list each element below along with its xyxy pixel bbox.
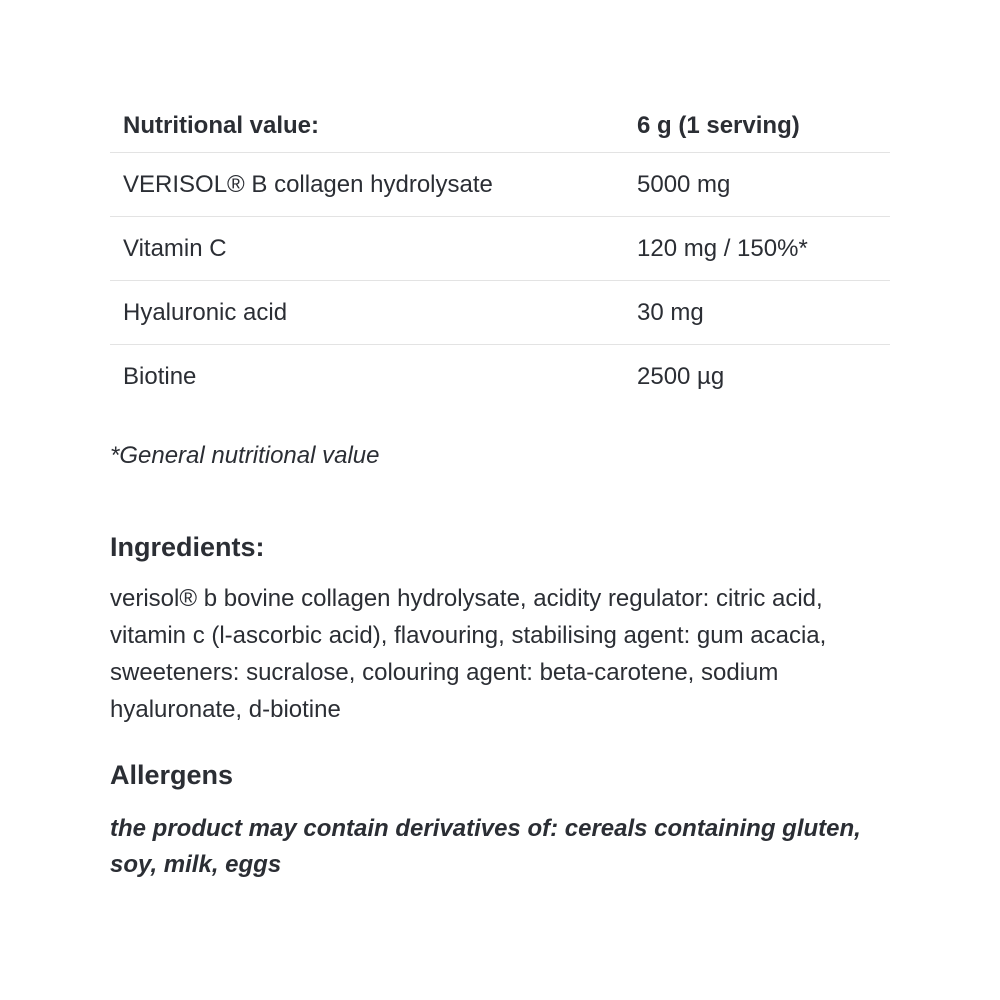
nutrient-name: Biotine <box>123 363 197 390</box>
table-row <box>110 345 890 409</box>
nutrient-name: VERISOL® B collagen hydrolysate <box>123 170 493 198</box>
table-row <box>110 217 890 281</box>
allergens-heading: Allergens <box>110 760 234 790</box>
table-row <box>110 281 890 345</box>
nutrition-header-serving-size: 6 g (1 serving) <box>637 112 800 139</box>
product-details-section <box>110 100 890 883</box>
nutrient-amount: 5000 mg <box>637 170 731 198</box>
nutrition-header-label: Nutritional value: <box>123 112 320 139</box>
nutrition-table <box>110 100 890 409</box>
nutrition-footnote: *General nutritional value <box>110 442 380 469</box>
nutrition-table-header <box>110 100 890 153</box>
nutrient-name: Hyaluronic acid <box>123 298 288 326</box>
nutrient-name: Vitamin C <box>123 234 227 262</box>
ingredients-heading: Ingredients: <box>110 532 265 562</box>
ingredients-text: verisol® b bovine collagen hydrolysate, acidity regulator: citric acid, vitamin c (l-ascorbic acid), flavouring, stabilising agent: gum acacia, sweeteners: sucralose, colouring agent: beta-carotene, sodium hyaluronate, d-biotine <box>110 585 827 723</box>
nutrient-amount: 120 mg / 150%* <box>637 234 808 262</box>
allergens-text: the product may contain derivatives of: cereals containing gluten, soy, milk, eggs <box>110 815 861 878</box>
nutrient-amount: 30 mg <box>637 298 704 326</box>
nutrient-amount: 2500 µg <box>637 363 725 390</box>
table-row <box>110 153 890 217</box>
